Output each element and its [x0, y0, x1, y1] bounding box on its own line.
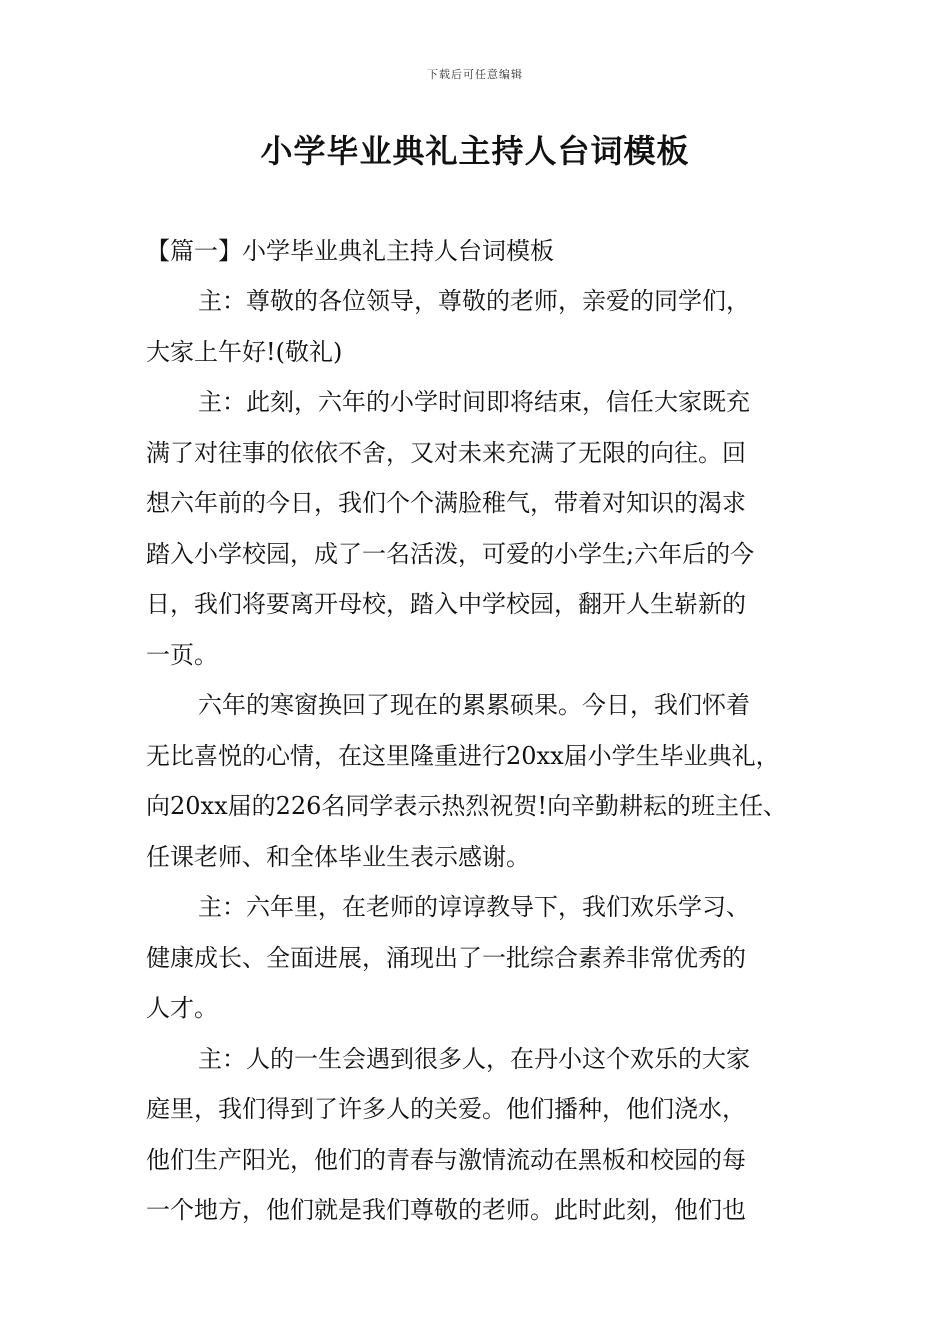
- paragraph-line: 任课老师、和全体毕业生表示感谢。: [146, 842, 530, 871]
- header-note: 下载后可任意编辑: [427, 68, 523, 81]
- paragraph-greeting: [146, 276, 826, 377]
- paragraph-line: 主：六年里，在老师的谆谆教导下，我们欢乐学习、: [198, 893, 750, 921]
- paragraph-line: 大家上午好!(敬礼): [146, 337, 343, 366]
- paragraph-line: 无比喜悦的心情，在这里隆重进行20xx届小学生毕业典礼，: [146, 741, 780, 770]
- paragraph-line: 日，我们将要离开母校，踏入中学校园，翻开人生崭新的: [146, 590, 746, 618]
- document-body: [146, 226, 826, 1236]
- paragraph-line: 一个地方，他们就是我们尊敬的老师。此时此刻，他们也: [146, 1196, 746, 1224]
- paragraph-line: 向20xx届的226名同学表示热烈祝贺!向辛勤耕耘的班主任、: [146, 792, 788, 820]
- paragraph-line: 踏入小学校园，成了一名活泼，可爱的小学生;六年后的今: [146, 539, 755, 568]
- section-heading: 【篇一】小学毕业典礼主持人台词模板: [146, 237, 554, 265]
- paragraph-line: 一页。: [146, 640, 218, 669]
- paragraph-line: 健康成长、全面进展，涌现出了一批综合素养非常优秀的: [146, 943, 746, 972]
- paragraph-line: 主：此刻，六年的小学时间即将结束，信任大家既充: [198, 388, 750, 416]
- paragraph-line: 主：尊敬的各位领导，尊敬的老师，亲爱的同学们，: [198, 287, 750, 315]
- paragraph-growth: [146, 882, 826, 1034]
- paragraph-line: 庭里，我们得到了许多人的关爱。他们播种，他们浇水，: [146, 1095, 746, 1123]
- paragraph-line: 人才。: [146, 994, 218, 1022]
- paragraph-line: 满了对往事的依依不舍，又对未来充满了无限的向往。回: [146, 438, 746, 467]
- paragraph-line: 六年的寒窗换回了现在的累累硕果。今日，我们怀着: [198, 691, 750, 719]
- document-title: 小学毕业典礼主持人台词模板: [260, 132, 690, 170]
- paragraph-line: 主：人的一生会遇到很多人，在丹小这个欢乐的大家: [198, 1044, 750, 1073]
- paragraph-opening: [146, 377, 826, 680]
- paragraph-line: 想六年前的今日，我们个个满脸稚气，带着对知识的渴求: [146, 489, 746, 517]
- paragraph-teachers: [146, 1034, 826, 1236]
- paragraph-achievements: [146, 680, 826, 882]
- paragraph-line: 他们生产阳光，他们的青春与激情流动在黑板和校园的每: [146, 1145, 746, 1174]
